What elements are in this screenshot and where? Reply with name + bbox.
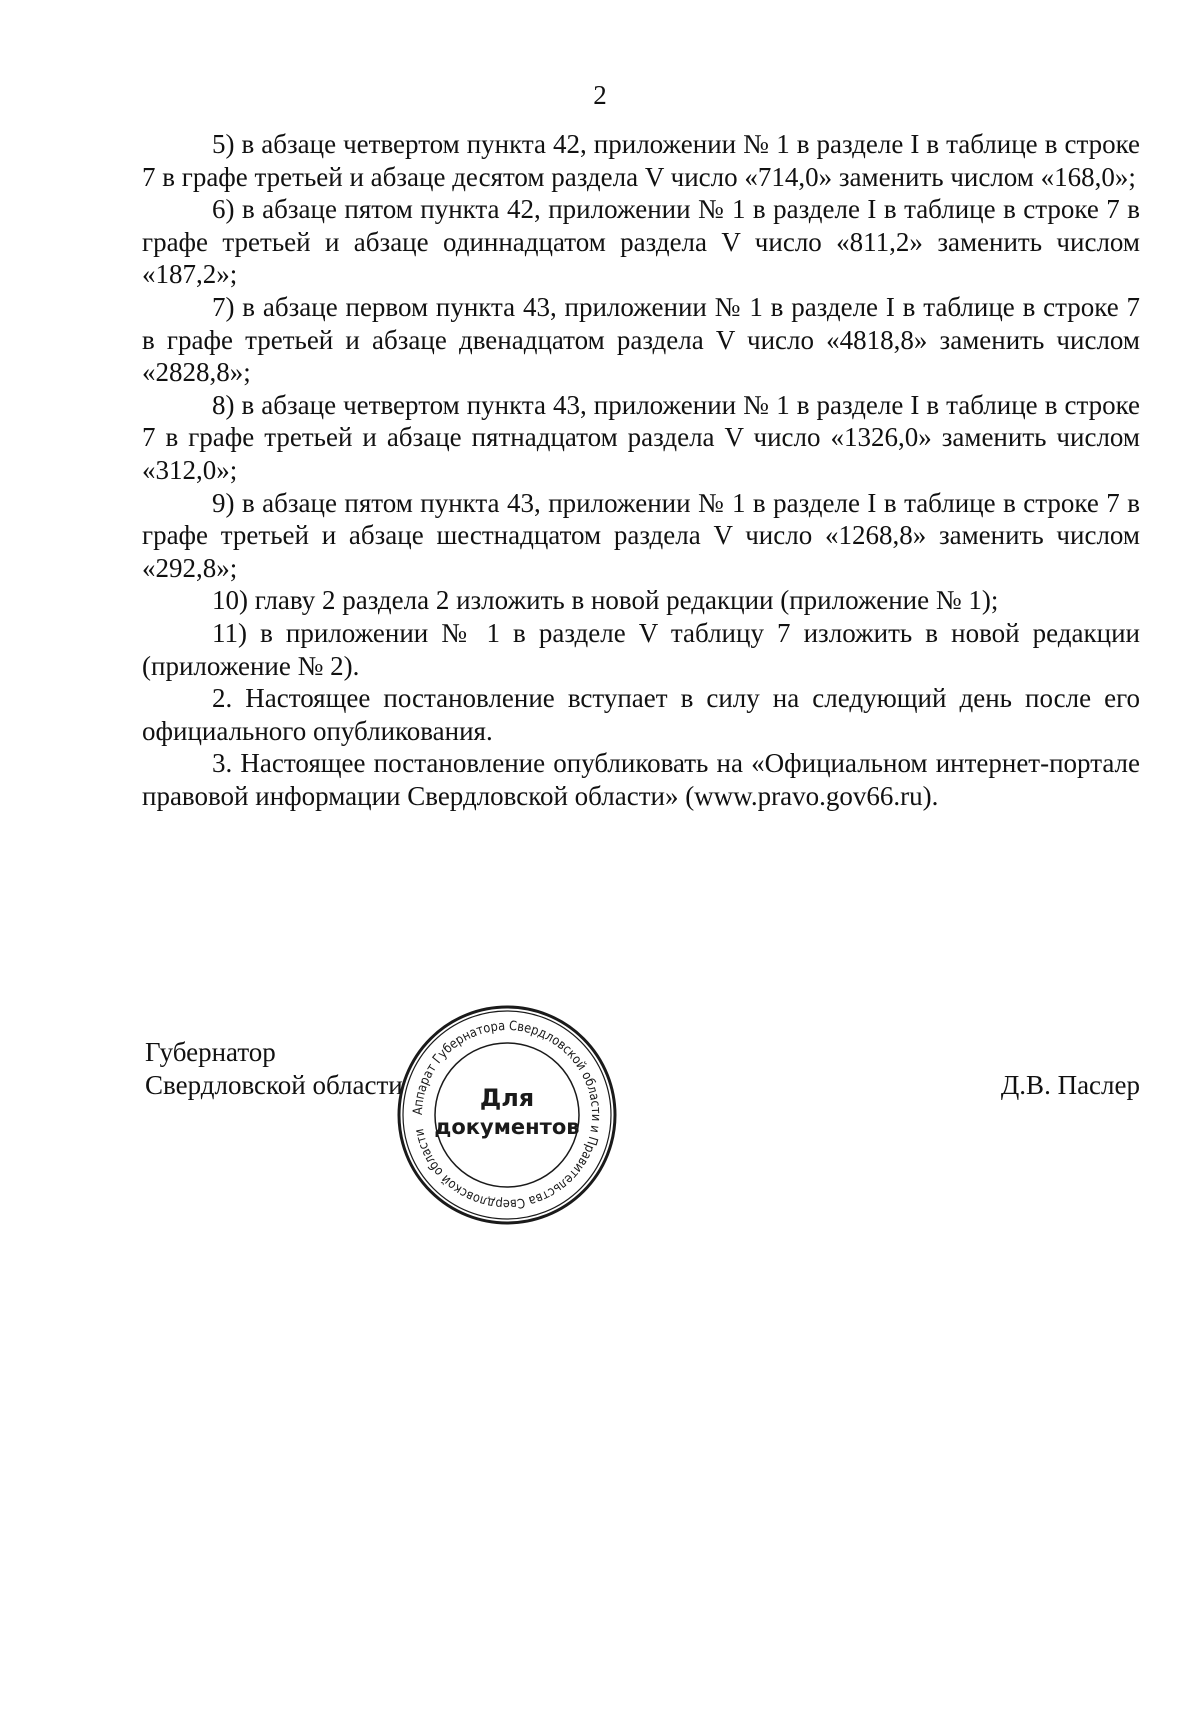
clause-9: 9) в абзаце пятом пункта 43, приложении № 1 в разделе I в таблице в строке 7 в графе третьей и абзаце шестнадцатом раздела V число «1268,8» заменить числом «292,8»; [142,487,1140,583]
publication-paragraph: 3. Настоящее постановление опубликовать на «Официальном интернет-портале правовой информации Свердловской области» (www.pravo.gov66.ru). [142,748,1140,811]
signature-block [145,1036,1140,1116]
signatory-title-line-2: Свердловской области [145,1070,403,1100]
official-seal-stamp [392,1000,622,1230]
effective-date-paragraph: 2. Настоящее постановление вступает в силу на следующий день после его официального опубликования. [142,683,1140,746]
seal-center-line-1: Для [479,1084,535,1112]
seal-ring-text: Аппарат Губернатора Свердловской области и Правительства Свердловской области [410,1018,604,1212]
page-number: 2 [593,80,607,110]
signatory-title-line-1: Губернатор [145,1037,276,1067]
clause-8: 8) в абзаце четвертом пункта 43, приложении № 1 в разделе I в таблице в строке 7 в графе третьей и абзаце пятнадцатом раздела V число «1326,0» заменить числом «312,0»; [142,389,1140,485]
clause-7: 7) в абзаце первом пункта 43, приложении № 1 в разделе I в таблице в строке 7 в графе третьей и абзаце двенадцатом раздела V число «4818,8» заменить числом «2828,8»; [142,291,1140,388]
clause-10: 10) главу 2 раздела 2 изложить в новой редакции (приложение № 1); [212,585,999,616]
clause-11: 11) в приложении № 1 в разделе V таблицу 7 изложить в новой редакции (приложение № 2). [142,617,1140,681]
signatory-name: Д.В. Паслер [1000,1070,1140,1100]
document-body [142,128,1140,812]
clause-5: 5) в абзаце четвертом пункта 42, приложении № 1 в разделе I в таблице в строке 7 в графе третьей и абзаце десятом раздела V число «714,0» заменить числом «168,0»; [142,129,1140,192]
seal-center-line-2: документов [434,1115,580,1139]
clause-6: 6) в абзаце пятом пункта 42, приложении № 1 в разделе I в таблице в строке 7 в графе третьей и абзаце одиннадцатом раздела V число «811,2» заменить числом «187,2»; [142,194,1140,290]
seal-graphic [392,1000,622,1230]
signatory-title [145,1036,403,1102]
